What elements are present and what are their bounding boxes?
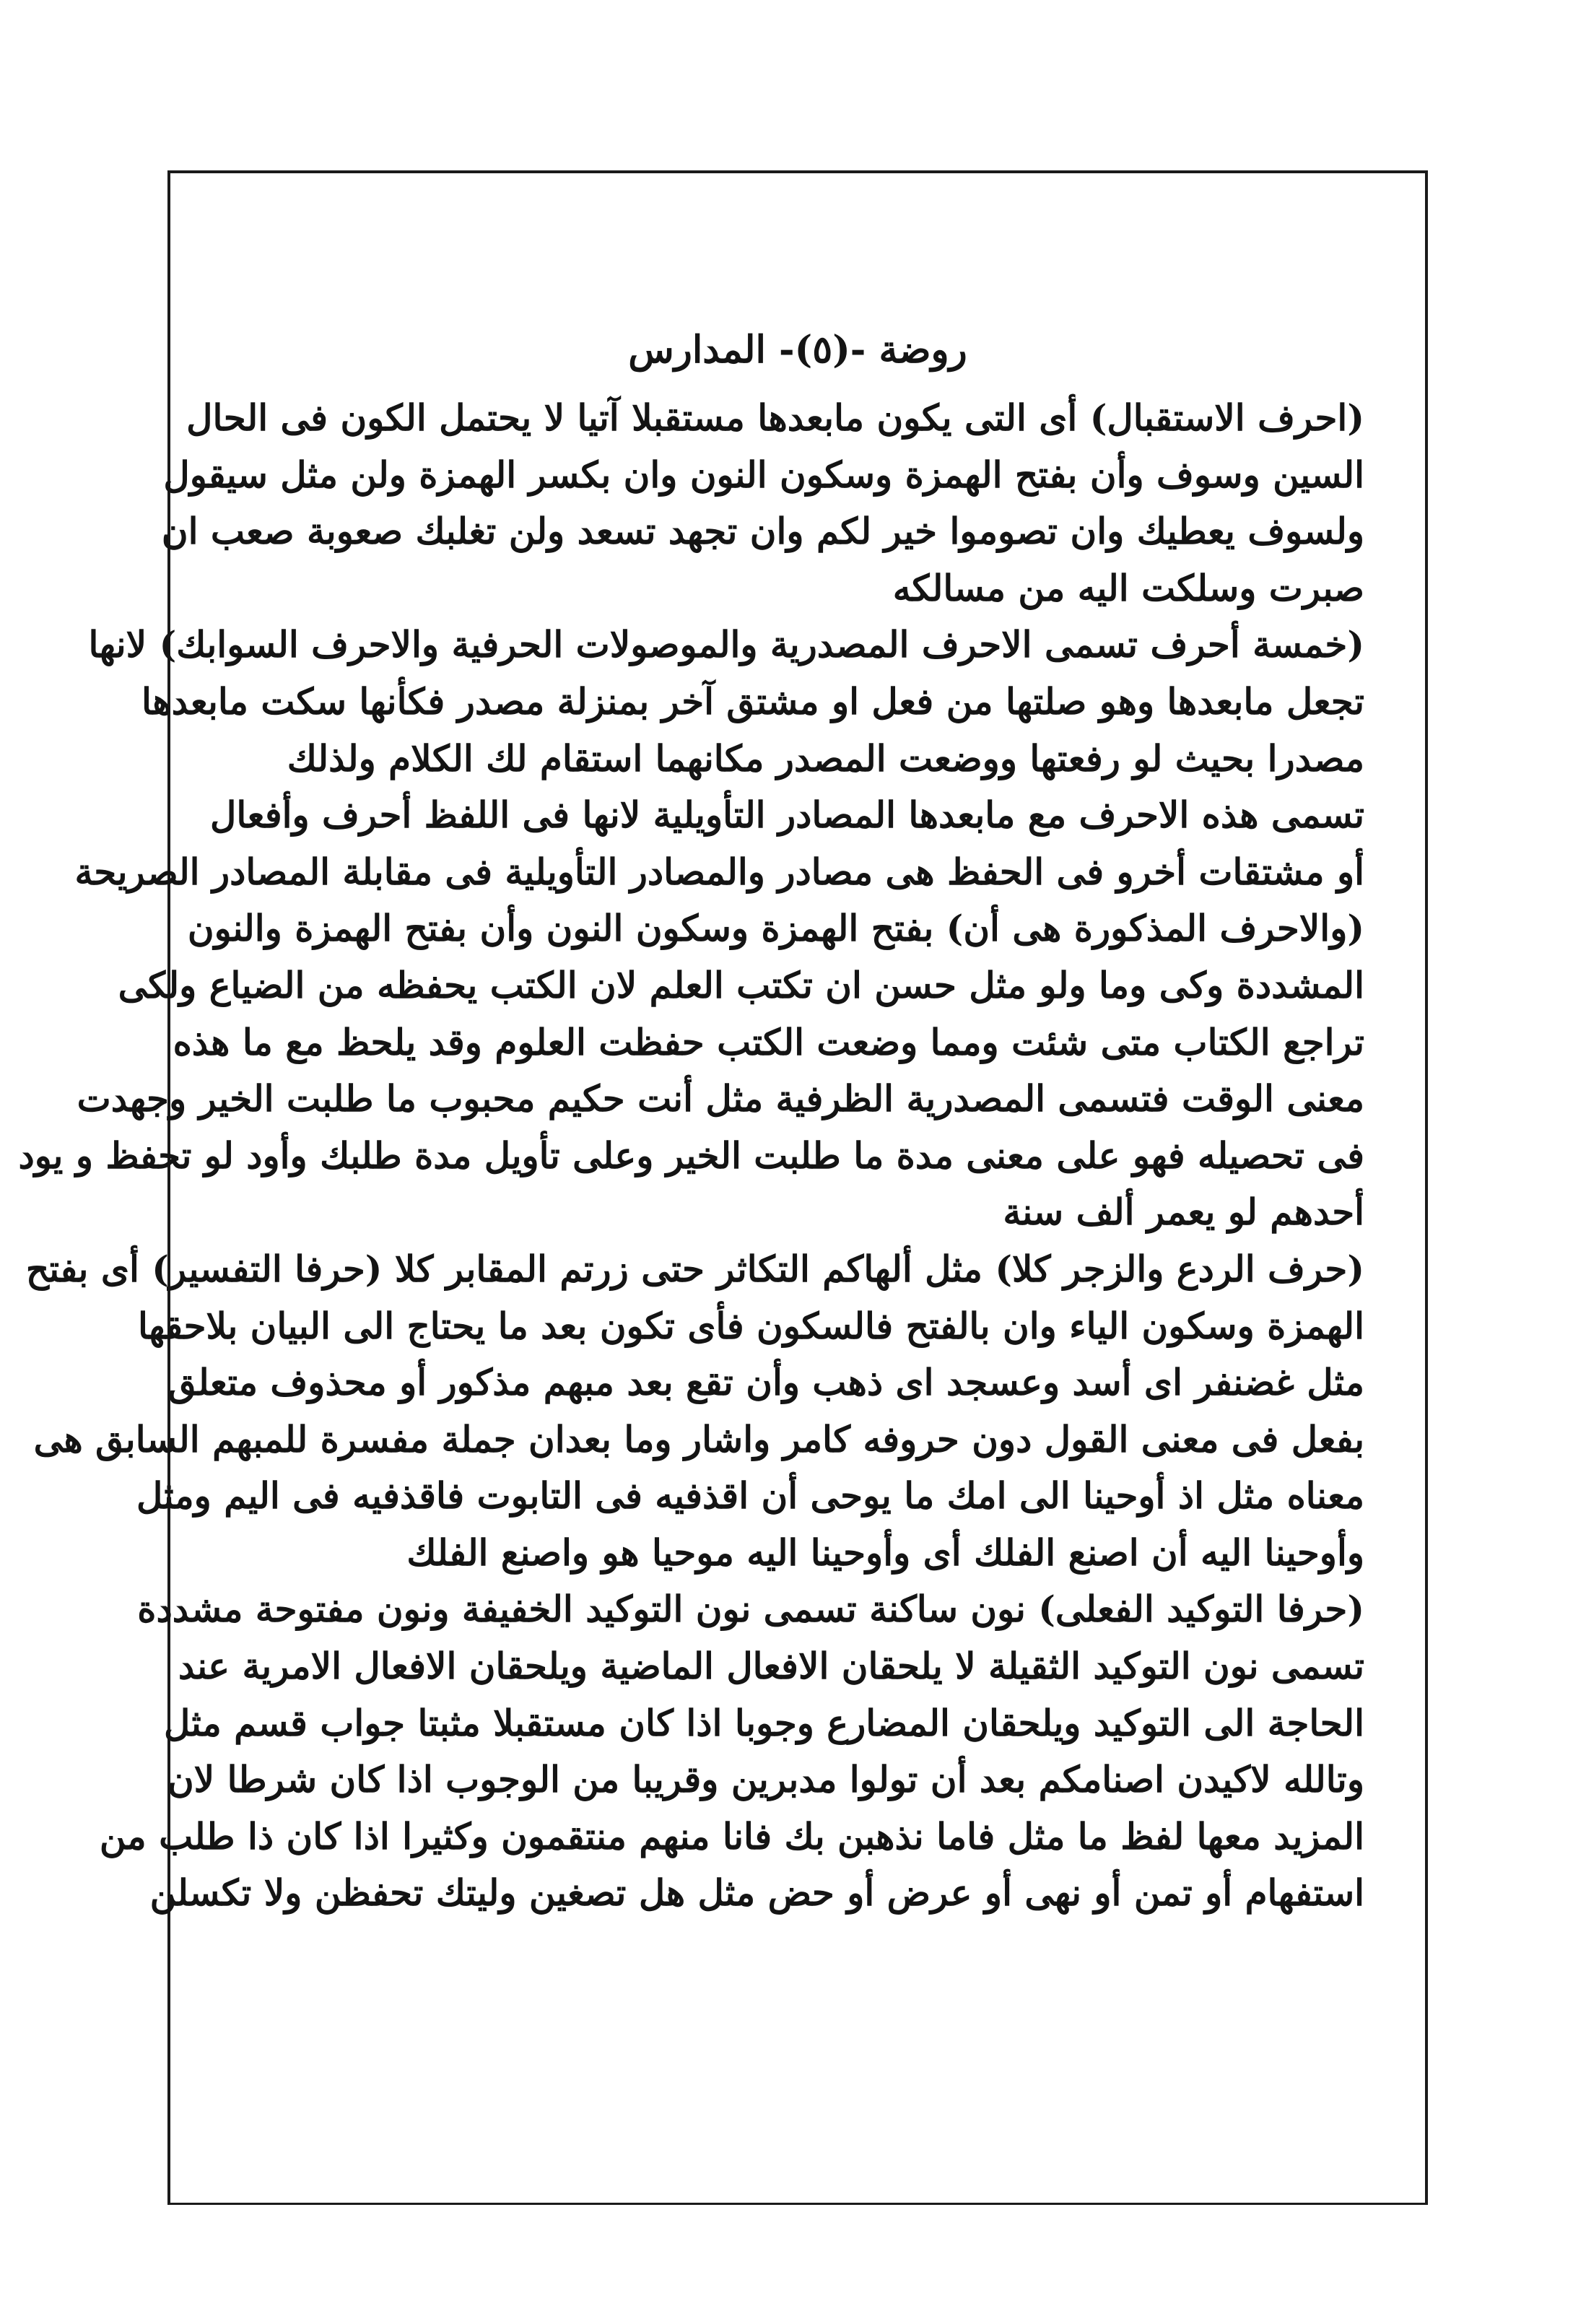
text-line: بفعل فى معنى القول دون حروفه كامر واشار وما بعدان جملة مفسرة للمبهم السابق هى [33, 1417, 1364, 1461]
text-line: فى تحصيله فهو على معنى مدة ما طلبت الخير وعلى تأويل مدة طلبك وأود لو تحفظ و يود [18, 1133, 1364, 1177]
text-line: أحدهم لو يعمر ألف سنة [1003, 1191, 1364, 1234]
text-line: صبرت وسلكت اليه من مسالكه [892, 566, 1364, 609]
text-line: المزيد معها لفظ ما مثل فاما نذهبن بك فانا منهم منتقمون وكثيرا اذا كان ذا طلب من [99, 1814, 1364, 1858]
text-line: المشددة وكى وما ولو مثل حسن ان تكتب العلم لان الكتب يحفظه من الضياع ولكى [118, 963, 1364, 1006]
text-line: تجعل مابعدها وهو صلتها من فعل او مشتق آخر بمنزلة مصدر فكأنها سكت مابعدها [141, 679, 1364, 723]
page-header: روضة -(٥)- المدارس [628, 328, 967, 372]
text-line: أو مشتقات أخرو فى الحفظ هى مصادر والمصادر التأويلية فى مقابلة المصادر الصريحة [74, 850, 1364, 893]
text-line: (حرف الردع والزجر كلا) مثل ألهاكم التكاثر حتى زرتم المقابر كلا (حرفا التفسير) أى بفتح [25, 1247, 1364, 1290]
text-line: استفهام أو تمن أو نهى أو عرض أو حض مثل هل تصغين وليتك تحفظن ولا تكسلن [149, 1871, 1364, 1915]
text-line: تسمى هذه الاحرف مع مابعدها المصادر التأويلية لانها فى اللفظ أحرف وأفعال [210, 793, 1364, 837]
text-line: تسمى نون التوكيد الثقيلة لا يلحقان الافعال الماضية ويلحقان الافعال الامرية عند [178, 1645, 1364, 1688]
text-line: معناه مثل اذ أوحينا الى امك ما يوحى أن اقذفيه فى التابوت فاقذفيه فى اليم ومثل [136, 1474, 1364, 1518]
text-line: الهمزة وسكون الياء وان بالفتح فالسكون فأى تكون بعد ما يحتاج الى البيان بلاحقها [138, 1304, 1364, 1347]
text-line: مصدرا بحيث لو رفعتها ووضعت المصدر مكانهما استقام لك الكلام ولذلك [287, 736, 1364, 780]
text-line: تراجع الكتاب متى شئت ومما وضعت الكتب حفظت العلوم وقد يلحظ مع ما هذه [173, 1020, 1364, 1063]
body-text [18, 390, 1364, 1922]
text-line: (خمسة أحرف تسمى الاحرف المصدرية والموصولات الحرفية والاحرف السوابك) لانها [88, 623, 1364, 666]
text-line: وأوحينا اليه أن اصنع الفلك أى وأوحينا اليه موحيا هو واصنع الفلك [406, 1531, 1364, 1574]
text-line: وتالله لاكيدن اصنامكم بعد أن تولوا مدبرين وقريبا من الوجوب اذا كان شرطا لان [167, 1758, 1364, 1801]
text-line: معنى الوقت فتسمى المصدرية الظرفية مثل أنت حكيم محبوب ما طلبت الخير وجهدت [77, 1077, 1364, 1120]
text-line: ولسوف يعطيك وان تصوموا خير لكم وان تجهد تسعد ولن تغلبك صعوبة صعب ان [161, 510, 1364, 553]
text-line: مثل غضنفر اى أسد وعسجد اى ذهب وأن تقع بعد مبهم مذكور أو محذوف متعلق [167, 1361, 1364, 1404]
text-line: الحاجة الى التوكيد ويلحقان المضارع وجوبا اذا كان مستقبلا مثبتا جواب قسم مثل [164, 1701, 1364, 1744]
text-line: (والاحرف المذكورة هى أن) بفتح الهمزة وسكون النون وأن بفتح الهمزة والنون [187, 907, 1364, 950]
text-line: (حرفا التوكيد الفعلى) نون ساكنة تسمى نون التوكيد الخفيفة ونون مفتوحة مشددة [137, 1588, 1364, 1631]
text-line: (احرف الاستقبال) أى التى يكون مابعدها مستقبلا آتيا لا يحتمل الكون فى الحال [186, 396, 1364, 439]
text-line: السين وسوف وأن بفتح الهمزة وسكون النون وان بكسر الهمزة ولن مثل سيقول [163, 453, 1364, 496]
